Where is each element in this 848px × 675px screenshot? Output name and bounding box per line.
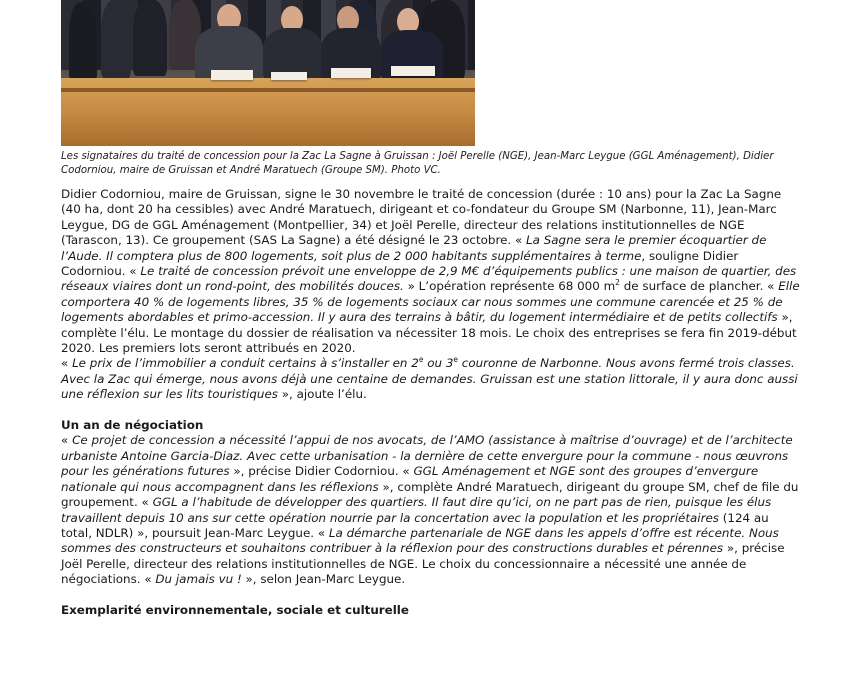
section-heading-exemplarity: Exemplarité environnementale, sociale et culturelle — [61, 602, 409, 617]
photo-caption: Les signataires du traité de concession pour la Zac La Sagne à Gruissan : Joël Perelle (NGE), Jean-Marc Leygue (GGL Aménagement), Didier Codorniou, maire de Gruissan et André Maratuech (Groupe SM). Photo VC. — [61, 151, 774, 176]
paragraph-negotiation: « Ce projet de concession a nécessité l’appui de nos avocats, de l’AMO (assistance à maîtrise d’ouvrage) et de l’architecte urbaniste Antoine Garcia-Diaz. Avec cette urbanisation - la dernière de cette envergure pour la commune - nous œuvrons pour les générations futures », précise Didier Codorniou. « GGL Aménagement et NGE sont des groupes d’envergure nationale qui nous accompagnent dans les réflexions », complète André Maratuech, dirigeant du groupe SM, chef de file du groupement. « GGL a l’habitude de développer des quartiers. Il faut dire qu’ici, on ne part pas de rien, puisque les élus travaillent depuis 10 ans sur cette opération nourrie par la concertation avec la population et les propriétaires (124 au total, NDLR) », poursuit Jean-Marc Leygue. « La démarche partenariale de NGE dans les appels d’offre est récente. Nous sommes des constructeurs et souhaitons contribuer à la réflexion pour des constructions durables et pérennes », précise Joël Perelle, directeur des relations institutionnelles de NGE. Le choix du concessionnaire a nécessité une année de négociations. « Du jamais vu ! », selon Jean-Marc Leygue. — [61, 433, 799, 587]
article-body — [61, 187, 801, 618]
photo-document — [271, 72, 307, 80]
signatories-photo — [61, 0, 475, 146]
photo-table-edge — [61, 88, 475, 92]
photo-person — [69, 2, 97, 82]
paragraph-intro: Didier Codorniou, maire de Gruissan, signe le 30 novembre le traité de concession (durée : 10 ans) pour la Zac La Sagne (40 ha, dont 20 ha cessibles) avec André Maratuech, dirigeant et co-fondateur du Groupe SM (Narbonne, 11), Jean-Marc Leygue, DG de GGL Aménagement (Montpellier, 34) et Joël Perelle, directeur des relations institutionnelles de NGE (Tarascon, 13). Ce groupement (SAS La Sagne) a été désigné le 23 octobre. « La Sagne sera le premier écoquartier de l’Aude. Il comptera plus de 800 logements, soit plus de 2 000 habitants supplémentaires à terme, souligne Didier Codorniou. « Le traité de concession prévoit une enveloppe de 2,9 M€ d’équipements publics : une maison de quartier, des réseaux viaires dont un rond-point, des mobilités douces. » L’opération représente 68 000 $m^2$ de surface de plancher. « Elle comportera 40 % de logements libres, 35 % de logements sociaux car nous sommes une commune carencée et 25 % de logements abordables et primo-accession. Il y aura des terrains à bâtir, du logement intermédiaire et de petits collectifs », complète l’élu. Le montage du dossier de réalisation va nécessiter 18 mois. Le choix des entreprises se fera fin 2019-début 2020. Les premiers lots seront attribués en 2020. — [61, 187, 800, 356]
photo-person — [101, 0, 131, 78]
photo-document — [391, 66, 435, 76]
paragraph-quote: « Le prix de l’immobilier a conduit certains à s’installer en 2e ou 3e couronne de Narbonne. Nous avons fermé trois classes. Avec la Zac qui émerge, nous avons déjà une centaine de demandes. Gruissan est une station littorale, il y aura donc aussi une réflexion sur les lits touristiques », ajoute l’élu. — [61, 355, 798, 402]
photo-document — [331, 68, 371, 78]
photo-document — [211, 70, 253, 80]
section-heading-negotiation: Un an de négociation — [61, 418, 204, 433]
photo-person — [133, 0, 167, 76]
